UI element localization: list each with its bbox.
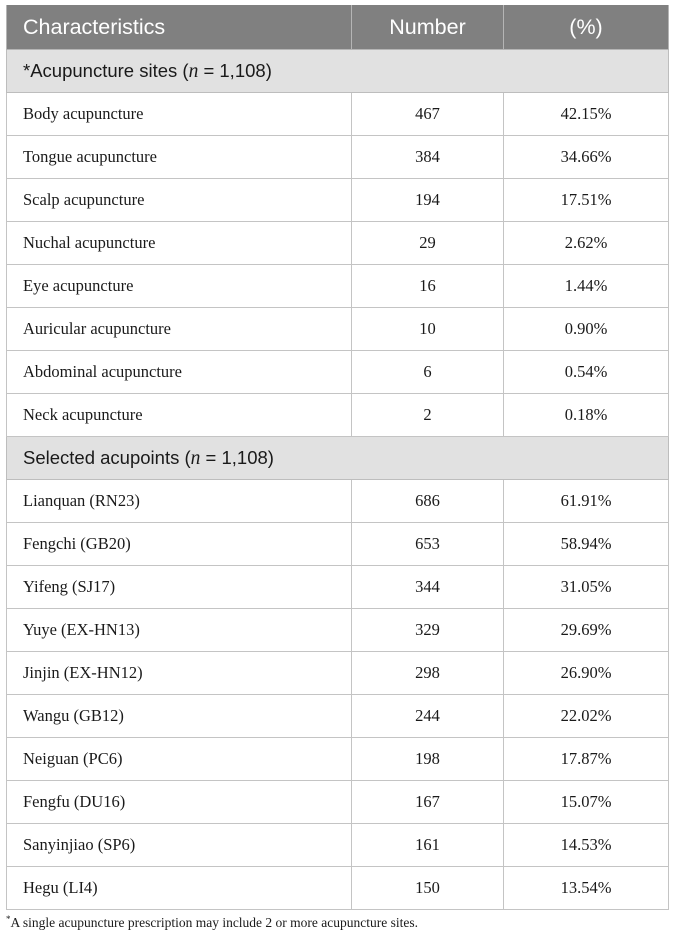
cell-percent: 15.07%: [504, 781, 669, 824]
footnote-text: A single acupuncture prescription may include 2 or more acupuncture sites.: [10, 915, 418, 930]
cell-percent: 13.54%: [504, 867, 669, 910]
cell-number: 686: [352, 480, 504, 523]
cell-characteristic: Tongue acupuncture: [7, 136, 352, 179]
cell-percent: 1.44%: [504, 265, 669, 308]
cell-number: 10: [352, 308, 504, 351]
cell-number: 194: [352, 179, 504, 222]
cell-number: 29: [352, 222, 504, 265]
cell-number: 329: [352, 609, 504, 652]
table-row: [7, 351, 669, 394]
cell-percent: 61.91%: [504, 480, 669, 523]
cell-percent: 22.02%: [504, 695, 669, 738]
cell-percent: 0.90%: [504, 308, 669, 351]
cell-number: 467: [352, 93, 504, 136]
acupuncture-table: [6, 5, 669, 910]
cell-characteristic: Neiguan (PC6): [7, 738, 352, 781]
cell-number: 198: [352, 738, 504, 781]
cell-number: 2: [352, 394, 504, 437]
footnote: [6, 914, 668, 931]
table-row: [7, 824, 669, 867]
cell-percent: 17.87%: [504, 738, 669, 781]
cell-number: 6: [352, 351, 504, 394]
section-label-prefix: Acupuncture sites (: [30, 59, 189, 81]
section-title: [7, 437, 669, 480]
cell-number: 344: [352, 566, 504, 609]
cell-percent: 17.51%: [504, 179, 669, 222]
table-body: [7, 50, 669, 910]
cell-characteristic: Hegu (LI4): [7, 867, 352, 910]
cell-characteristic: Yuye (EX-HN13): [7, 609, 352, 652]
table-row: [7, 394, 669, 437]
cell-percent: 2.62%: [504, 222, 669, 265]
cell-percent: 0.54%: [504, 351, 669, 394]
cell-characteristic: Nuchal acupuncture: [7, 222, 352, 265]
cell-number: 16: [352, 265, 504, 308]
section-header-row: [7, 50, 669, 93]
cell-percent: 31.05%: [504, 566, 669, 609]
section-label-suffix: = 1,108): [200, 446, 274, 468]
cell-number: 384: [352, 136, 504, 179]
table-row: [7, 308, 669, 351]
section-title: [7, 50, 669, 93]
cell-number: 167: [352, 781, 504, 824]
cell-characteristic: Wangu (GB12): [7, 695, 352, 738]
table-row: [7, 738, 669, 781]
cell-characteristic: Yifeng (SJ17): [7, 566, 352, 609]
cell-characteristic: Eye acupuncture: [7, 265, 352, 308]
table-row: [7, 781, 669, 824]
cell-characteristic: Body acupuncture: [7, 93, 352, 136]
cell-characteristic: Fengchi (GB20): [7, 523, 352, 566]
footnote-marker: *: [6, 914, 11, 924]
cell-characteristic: Lianquan (RN23): [7, 480, 352, 523]
cell-characteristic: Auricular acupuncture: [7, 308, 352, 351]
cell-number: 161: [352, 824, 504, 867]
cell-characteristic: Fengfu (DU16): [7, 781, 352, 824]
cell-characteristic: Jinjin (EX-HN12): [7, 652, 352, 695]
table-row: [7, 179, 669, 222]
cell-characteristic: Scalp acupuncture: [7, 179, 352, 222]
cell-percent: 42.15%: [504, 93, 669, 136]
table-row: [7, 523, 669, 566]
cell-number: 653: [352, 523, 504, 566]
section-n-symbol: n: [188, 60, 199, 82]
header-characteristics: Characteristics: [7, 5, 352, 50]
table-row: [7, 222, 669, 265]
section-label-suffix: = 1,108): [198, 59, 272, 81]
section-marker: *: [23, 59, 31, 81]
cell-percent: 58.94%: [504, 523, 669, 566]
cell-percent: 14.53%: [504, 824, 669, 867]
cell-number: 150: [352, 867, 504, 910]
cell-characteristic: Sanyinjiao (SP6): [7, 824, 352, 867]
cell-characteristic: Abdominal acupuncture: [7, 351, 352, 394]
table-row: [7, 652, 669, 695]
cell-number: 298: [352, 652, 504, 695]
section-header-row: [7, 437, 669, 480]
cell-percent: 34.66%: [504, 136, 669, 179]
cell-percent: 26.90%: [504, 652, 669, 695]
header-number: Number: [352, 5, 504, 50]
table-row: [7, 93, 669, 136]
table-row: [7, 695, 669, 738]
section-label-prefix: Selected acupoints (: [23, 446, 191, 468]
table-row: [7, 609, 669, 652]
table-row: [7, 480, 669, 523]
table-row: [7, 265, 669, 308]
table-row: [7, 136, 669, 179]
header-percent: (%): [504, 5, 669, 50]
cell-number: 244: [352, 695, 504, 738]
cell-characteristic: Neck acupuncture: [7, 394, 352, 437]
table-row: [7, 566, 669, 609]
cell-percent: 0.18%: [504, 394, 669, 437]
table-row: [7, 867, 669, 910]
cell-percent: 29.69%: [504, 609, 669, 652]
section-n-symbol: n: [190, 447, 201, 469]
table-header-row: [7, 5, 669, 50]
